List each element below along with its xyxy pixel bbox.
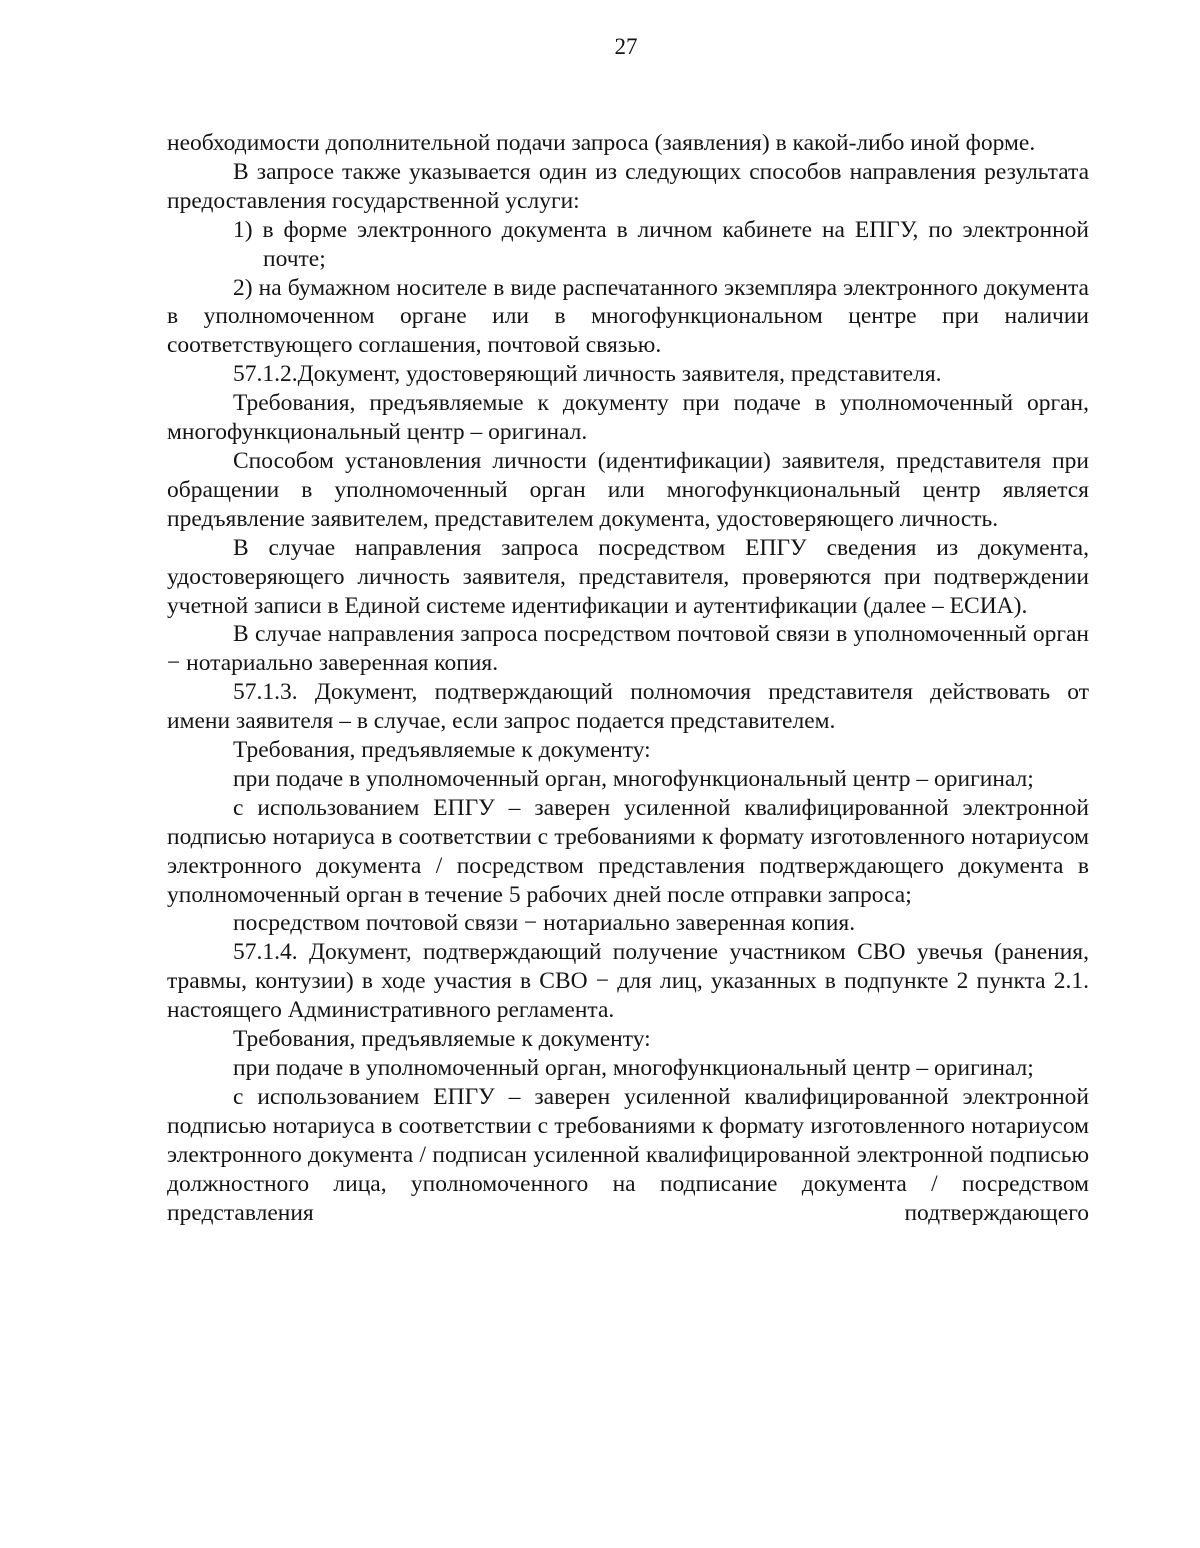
paragraph: Способом установления личности (идентификации) заявителя, представителя при обращении в уполномоченный орган или многофункциональный центр является предъявление заявителем, представителем документа, удостоверяющего личность. <box>167 447 1089 532</box>
paragraph: с использованием ЕПГУ – заверен усиленной квалифицированной электронной подписью нотариуса в соответствии с требованиями к формату изготовленного нотариусом электронного документа / посредством представления подтверждающего документа в уполномоченный орган в течение 5 рабочих дней после отправки запроса; <box>167 794 1089 908</box>
paragraph: при подаче в уполномоченный орган, многофункциональный центр – оригинал; <box>233 765 1034 792</box>
section-heading-57-1-2: 57.1.2.Документ, удостоверяющий личность заявителя, представителя. <box>233 361 942 388</box>
paragraph: В случае направления запроса посредством ЕПГУ сведения из документа, удостоверяющего личность заявителя, представителя, проверяются при подтверждении учетной записи в Единой системе идентификации и аутентификации (далее – ЕСИА). <box>167 534 1089 619</box>
list-item: 1) в форме электронного документа в личном кабинете на ЕПГУ, по электронной почте; <box>233 216 1089 272</box>
section-heading-57-1-3: 57.1.3. Документ, подтверждающий полномочия представителя действовать от имени заявителя – в случае, если запрос подается представителем. <box>167 679 1089 735</box>
paragraph: В случае направления запроса посредством почтовой связи в уполномоченный орган − нотариально заверенная копия. <box>167 621 1089 677</box>
list-item: 2) на бумажном носителе в виде распечатанного экземпляра электронного документа в уполномоченном органе или в многофункциональном центре при наличии соответствующего соглашения, почтовой связью. <box>167 274 1089 359</box>
page-number: 27 <box>614 34 638 59</box>
paragraph: Требования, предъявляемые к документу: <box>233 737 651 764</box>
paragraph: В запросе также указывается один из следующих способов направления результата предоставления государственной услуги: <box>167 158 1089 214</box>
document-body <box>167 129 1089 1227</box>
paragraph: при подаче в уполномоченный орган, многофункциональный центр – оригинал; <box>233 1055 1034 1081</box>
paragraph: с использованием ЕПГУ – заверен усиленной квалифицированной электронной подписью нотариуса в соответствии с требованиями к формату изготовленного нотариусом электронного документа / подписан усиленной квалифицированной электронной подписью должностного лица, уполномоченного на подписание документа / посредством представления подтверждающего <box>167 1083 1089 1226</box>
paragraph: Требования, предъявляемые к документу: <box>233 1026 651 1053</box>
paragraph: посредством почтовой связи − нотариально заверенная копия. <box>233 910 856 937</box>
section-heading-57-1-4: 57.1.4. Документ, подтверждающий получение участником СВО увечья (ранения, травмы, контузии) в ходе участия в СВО − для лиц, указанных в подпункте 2 пункта 2.1. настоящего Административного регламента. <box>167 939 1089 1024</box>
paragraph-continuation: необходимости дополнительной подачи запроса (заявления) в какой-либо иной форме. <box>167 130 1036 156</box>
paragraph: Требования, предъявляемые к документу при подаче в уполномоченный орган, многофункциональный центр – оригинал. <box>167 390 1089 446</box>
